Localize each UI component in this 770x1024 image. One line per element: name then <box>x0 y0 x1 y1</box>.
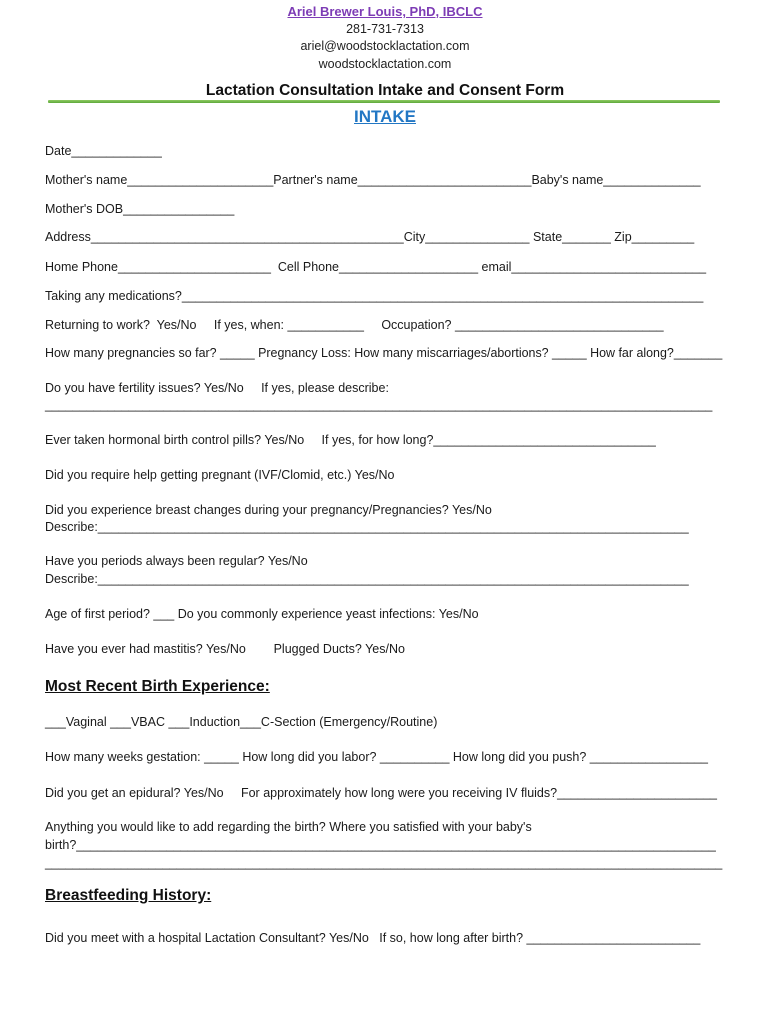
fertility-answer-line[interactable]: ________________________________________________________________________________________________ <box>45 398 713 412</box>
medications-field[interactable]: Taking any medications?___________________________________________________________________________ <box>45 289 704 303</box>
consultant-name: Ariel Brewer Louis, PhD, IBCLC <box>287 4 483 19</box>
epidural-field[interactable]: Did you get an epidural? Yes/No For approximately how long were you receiving IV fluids?_______________________ <box>45 786 717 800</box>
consultant-email: ariel@woodstocklactation.com <box>300 39 470 53</box>
gestation-field[interactable]: How many weeks gestation: _____ How long did you labor? __________ How long did you push? _________________ <box>45 750 708 764</box>
work-field[interactable]: Returning to work? Yes/No If yes, when: ___________ Occupation? ______________________________ <box>45 318 664 332</box>
periods-question[interactable]: Have you periods always been regular? Yes/No <box>45 554 308 568</box>
names-field[interactable]: Mother's name_____________________Partner's name_________________________Baby's name______________ <box>45 173 701 187</box>
header-divider <box>48 100 720 103</box>
lactation-consultant-field[interactable]: Did you meet with a hospital Lactation Consultant? Yes/No If so, how long after birth? _________________________ <box>45 931 701 945</box>
consultant-website: woodstocklactation.com <box>318 57 452 71</box>
mother-dob-field[interactable]: Mother's DOB________________ <box>45 202 235 216</box>
breast-changes-describe[interactable]: Describe:_____________________________________________________________________________________ <box>45 520 689 534</box>
pregnancies-field[interactable]: How many pregnancies so far? _____ Pregnancy Loss: How many miscarriages/abortions? _____ How far along?_______ <box>45 346 723 360</box>
birth-control-field[interactable]: Ever taken hormonal birth control pills? Yes/No If yes, for how long?________________________________ <box>45 433 656 447</box>
fertility-question: Do you have fertility issues? Yes/No If yes, please describe: <box>45 381 389 395</box>
periods-describe[interactable]: Describe:_____________________________________________________________________________________ <box>45 572 689 586</box>
form-title: Lactation Consultation Intake and Consent Form <box>205 82 565 99</box>
consultant-phone: 281-731-7313 <box>346 22 424 36</box>
breastfeeding-section-heading: Breastfeeding History: <box>45 887 212 904</box>
intake-heading: INTAKE <box>353 107 416 126</box>
address-field[interactable]: Address_____________________________________________City_______________ State_______ Zip_________ <box>45 230 695 244</box>
birth-notes-question: Anything you would like to add regarding the birth? Where you satisfied with your baby's <box>45 820 532 834</box>
breast-changes-question[interactable]: Did you experience breast changes during your pregnancy/Pregnancies? Yes/No <box>45 503 492 517</box>
date-field[interactable]: Date_____________ <box>45 144 162 158</box>
mastitis-field[interactable]: Have you ever had mastitis? Yes/No Plugged Ducts? Yes/No <box>45 642 405 656</box>
help-pregnant-field[interactable]: Did you require help getting pregnant (IVF/Clomid, etc.) Yes/No <box>45 468 395 482</box>
phone-email-field[interactable]: Home Phone______________________ Cell Phone____________________ email____________________________ <box>45 260 707 274</box>
birth-section-heading: Most Recent Birth Experience: <box>45 678 270 695</box>
first-period-field[interactable]: Age of first period? ___ Do you commonly experience yeast infections: Yes/No <box>45 607 479 621</box>
birth-type-field[interactable]: ___Vaginal ___VBAC ___Induction___C-Section (Emergency/Routine) <box>45 715 438 729</box>
birth-notes-line-1[interactable]: birth?____________________________________________________________________________________________ <box>45 838 716 852</box>
birth-notes-line-2[interactable]: __________________________________________________________________________________________________ <box>45 856 723 870</box>
